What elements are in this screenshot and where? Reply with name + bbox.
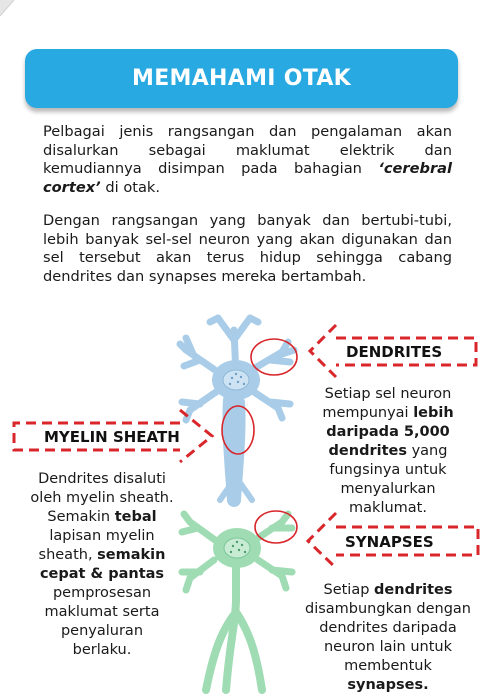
description-line <box>14 565 190 584</box>
bold-text: synapses. <box>347 677 429 693</box>
description-line <box>14 584 190 603</box>
description-line <box>14 546 190 565</box>
text: maklumat. <box>349 500 427 516</box>
text: Semakin <box>47 509 115 525</box>
description-line <box>14 603 190 622</box>
text: lapisan myelin <box>49 528 155 544</box>
myelin-sheath-label: MYELIN SHEATH <box>44 428 180 446</box>
bold-text: dendrites <box>328 443 407 459</box>
synapses-label: SYNAPSES <box>345 533 434 551</box>
cerebral-cortex-term: ‘cerebral cortex’ <box>43 160 452 196</box>
text: fungsinya untuk <box>329 462 447 478</box>
description-line <box>14 489 190 508</box>
dendrites-label: DENDRITES <box>346 343 443 361</box>
text: sheath, <box>38 547 98 563</box>
description-line <box>298 676 478 695</box>
description-line <box>298 657 478 676</box>
description-line <box>298 638 478 657</box>
intro-text-end: di otak. <box>100 178 160 196</box>
myelin-sheath-description <box>14 470 190 660</box>
text: membentuk <box>344 658 432 674</box>
text: yang <box>406 443 448 459</box>
text: maklumat serta <box>44 604 160 620</box>
text: neuron lain untuk <box>323 639 452 655</box>
page-title: MEMAHAMI OTAK <box>132 66 351 91</box>
bold-text: semakin <box>97 547 166 563</box>
description-line <box>14 470 190 489</box>
description-line <box>14 527 190 546</box>
description-line <box>305 423 471 442</box>
dendrites-description <box>305 385 471 518</box>
text: pemprosesan <box>52 585 152 601</box>
text: mempunyai <box>322 405 414 421</box>
text: disambungkan dengan <box>304 601 471 617</box>
description-line <box>14 622 190 641</box>
intro-text: Pelbagai jenis rangsangan dan pengalaman akan disalurkan sebagai maklumat elektrik dan kemudiannya disimpan pada bahagian <box>43 123 452 178</box>
description-line <box>305 480 471 499</box>
bold-text: daripada 5,000 <box>326 424 450 440</box>
text: Setiap <box>323 582 375 598</box>
text: berlaku. <box>72 642 132 658</box>
text: oleh myelin sheath. <box>30 490 174 506</box>
bold-text: lebih <box>413 405 454 421</box>
description-line <box>305 404 471 423</box>
description-line <box>305 385 471 404</box>
description-line <box>305 499 471 518</box>
bold-text: tebal <box>114 509 157 525</box>
bottom-neuron <box>182 514 292 690</box>
description-line <box>298 600 478 619</box>
text: Setiap sel neuron <box>324 386 452 402</box>
intro-paragraph-2: Dengan rangsangan yang banyak dan bertubi-tubi, lebih banyak sel-sel neuron yang akan digunakan dan sel tersebut akan terus hidup sehingga cabang dendrites dan synapses mereka bertambah. <box>43 212 452 285</box>
description-line <box>305 461 471 480</box>
description-line <box>298 619 478 638</box>
description-line <box>14 508 190 527</box>
bold-text: dendrites <box>374 582 453 598</box>
text: penyaluran <box>60 623 144 639</box>
text: dendrites daripada <box>319 620 457 636</box>
text: Dendrites disaluti <box>38 471 166 487</box>
description-line <box>298 581 478 600</box>
description-line <box>305 442 471 461</box>
synapses-description <box>298 581 478 695</box>
bold-text: cepat & pantas <box>39 566 165 582</box>
description-line <box>14 641 190 660</box>
text: menyalurkan <box>340 481 436 497</box>
